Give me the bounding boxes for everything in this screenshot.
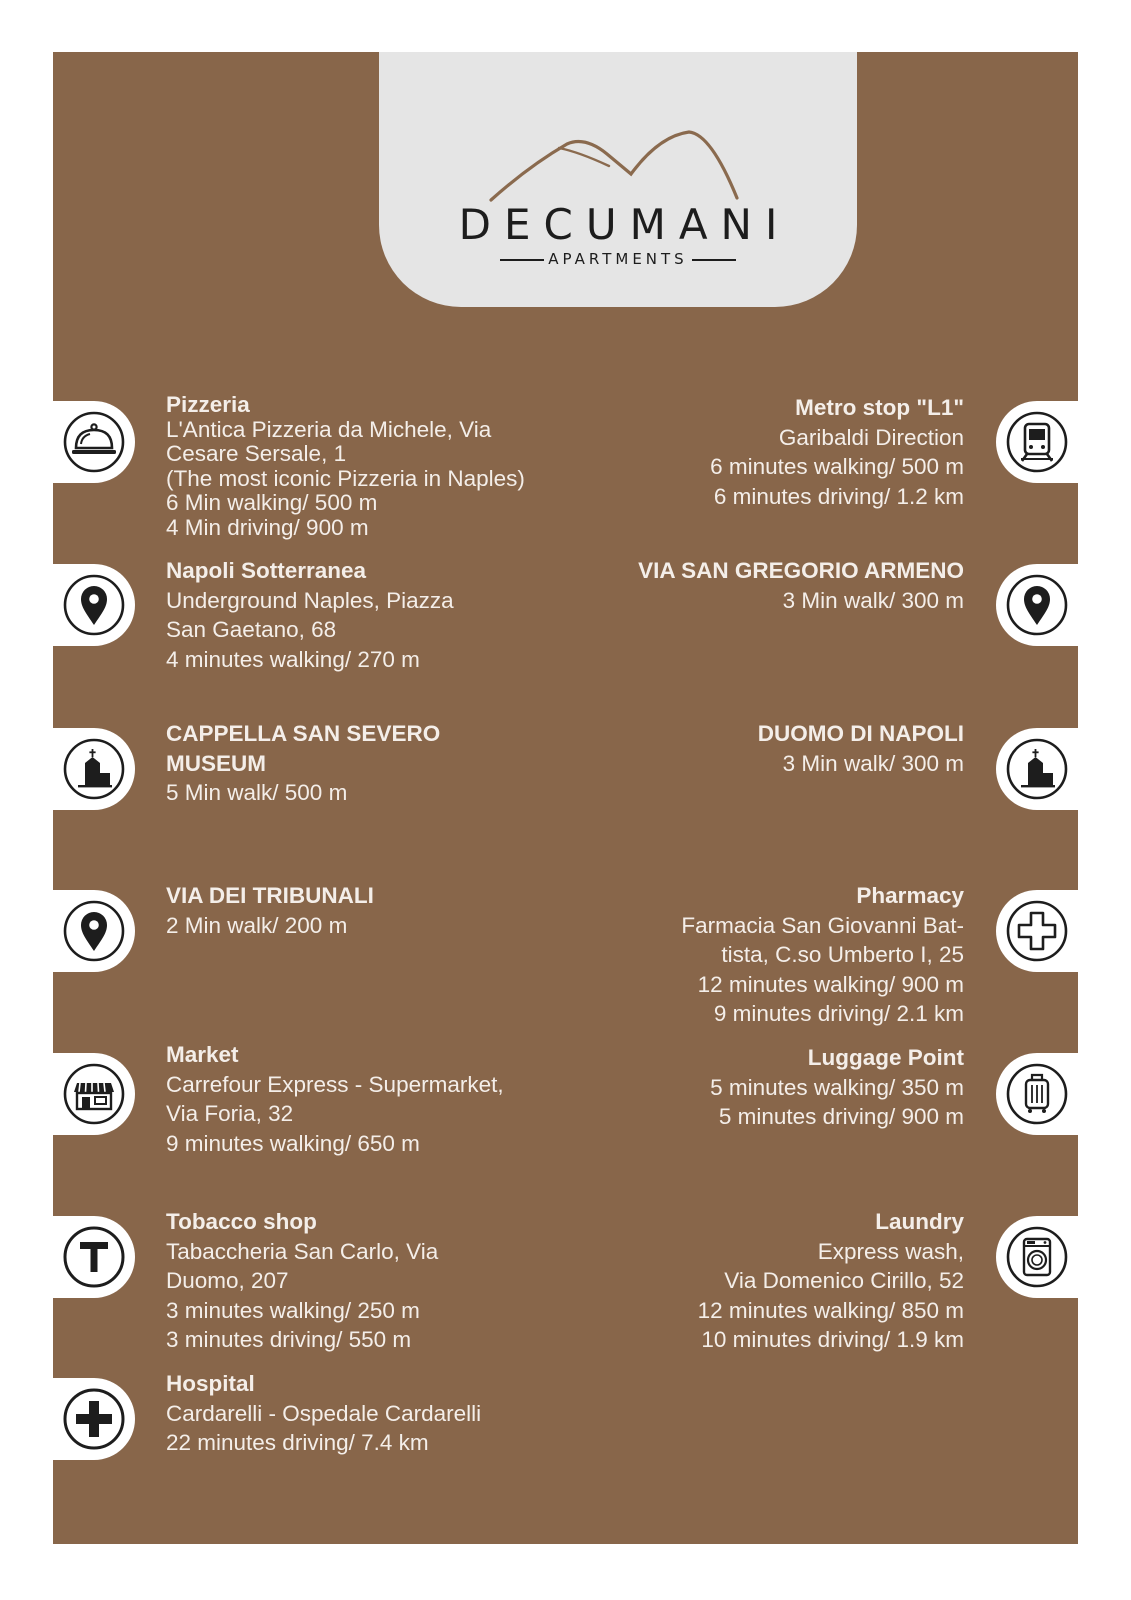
entry-title: VIA SAN GREGORIO ARMENO	[638, 558, 964, 583]
entry-line: 5 Min walk/ 500 m	[166, 780, 348, 805]
entry-metro-stop	[710, 393, 964, 511]
tab-metro-stop	[996, 401, 1078, 483]
cloche-icon	[62, 410, 126, 474]
tab-market	[53, 1053, 135, 1135]
tab-cappella-san-severo	[53, 728, 135, 810]
tobacco-t-icon	[62, 1225, 126, 1289]
entry-line: San Gaetano, 68	[166, 617, 337, 642]
entry-line: 3 Min walk/ 300 m	[782, 750, 964, 776]
brand-name: DECUMANI	[458, 200, 791, 249]
entry-line: tista, C.so Umberto I, 25	[721, 942, 964, 967]
entry-line: Express wash,	[817, 1238, 964, 1264]
entry-pharmacy	[681, 881, 964, 1029]
entry-title: CAPPELLA SAN SEVERO	[166, 721, 441, 746]
entry-title: VIA DEI TRIBUNALI	[166, 883, 374, 908]
entry-line: Underground Naples, Piazza	[166, 587, 454, 613]
entry-via-dei-tribunali	[166, 881, 374, 940]
entry-title: Hospital	[166, 1371, 255, 1396]
pharmacy-cross-icon	[1005, 899, 1069, 963]
entry-title: DUOMO DI NAPOLI	[757, 721, 964, 746]
metro-train-icon	[1005, 410, 1069, 474]
entry-title: Pizzeria	[166, 392, 250, 417]
map-pin-icon	[62, 573, 126, 637]
entry-title-line: MUSEUM	[166, 750, 266, 776]
entry-title: Luggage Point	[807, 1045, 964, 1070]
entry-line: 3 Min walk/ 300 m	[782, 587, 964, 613]
entry-napoli-sotterranea	[166, 556, 454, 674]
entry-line: (The most iconic Pizzeria in Naples)	[166, 465, 525, 491]
entry-title: Metro stop "L1"	[795, 395, 964, 420]
entry-line: Carrefour Express - Supermarket,	[166, 1071, 504, 1097]
entry-cappella-san-severo	[166, 719, 440, 808]
entry-line: Via Foria, 32	[166, 1101, 294, 1126]
entry-title: Market	[166, 1042, 239, 1067]
entry-luggage-point	[710, 1043, 964, 1132]
entry-tobacco-shop	[166, 1207, 438, 1355]
entry-line: 9 minutes walking/ 650 m	[166, 1130, 420, 1156]
entry-line: 22 minutes driving/ 7.4 km	[166, 1430, 429, 1455]
entry-line: 2 Min walk/ 200 m	[166, 912, 348, 938]
luggage-icon	[1005, 1062, 1069, 1126]
tab-via-san-gregorio-armeno	[996, 564, 1078, 646]
entry-via-san-gregorio-armeno	[638, 556, 964, 615]
entry-pizzeria	[166, 393, 525, 540]
church-icon	[1005, 737, 1069, 801]
tab-duomo-di-napoli	[996, 728, 1078, 810]
entry-line: 9 minutes driving/ 2.1 km	[713, 1001, 964, 1026]
brand-tagline	[379, 250, 857, 268]
brand-tagline-text: APARTMENTS	[548, 250, 688, 268]
tab-laundry	[996, 1216, 1078, 1298]
entry-line: Cesare Sersale, 1	[166, 441, 347, 466]
entry-laundry	[698, 1207, 964, 1355]
medical-cross-icon	[62, 1387, 126, 1451]
entry-line: 6 Min walking/ 500 m	[166, 490, 378, 515]
tab-luggage-point	[996, 1053, 1078, 1135]
entry-line: Farmacia San Giovanni Bat-	[681, 912, 964, 938]
washing-machine-icon	[1005, 1225, 1069, 1289]
entry-line: 5 minutes driving/ 900 m	[718, 1104, 964, 1129]
entry-market	[166, 1040, 504, 1158]
entry-line: L'Antica Pizzeria da Michele, Via	[166, 416, 492, 442]
entry-line: 3 minutes walking/ 250 m	[166, 1297, 420, 1323]
logo-box	[379, 52, 857, 307]
entry-line: Garibaldi Direction	[778, 424, 964, 450]
entry-line: 10 minutes driving/ 1.9 km	[701, 1327, 964, 1352]
entry-hospital	[166, 1369, 481, 1458]
church-icon	[62, 737, 126, 801]
entry-title: Laundry	[875, 1209, 964, 1234]
entry-line: Via Domenico Cirillo, 52	[724, 1268, 964, 1293]
entry-line: 6 minutes driving/ 1.2 km	[713, 483, 964, 509]
entry-line: Duomo, 207	[166, 1268, 289, 1293]
entry-duomo-di-napoli	[758, 719, 964, 778]
entry-title: Tobacco shop	[166, 1209, 317, 1234]
mountain-logo-icon	[489, 126, 739, 206]
tab-napoli-sotterranea	[53, 564, 135, 646]
entry-line: 12 minutes walking/ 850 m	[697, 1297, 964, 1323]
tab-pharmacy	[996, 890, 1078, 972]
entry-line: Cardarelli - Ospedale Cardarelli	[166, 1400, 482, 1426]
entry-line: 6 minutes walking/ 500 m	[710, 454, 964, 479]
map-pin-icon	[62, 899, 126, 963]
entry-line: Tabaccheria San Carlo, Via	[166, 1238, 439, 1264]
entry-line: 12 minutes walking/ 900 m	[697, 971, 964, 997]
tab-hospital	[53, 1378, 135, 1460]
tab-pizzeria	[53, 401, 135, 483]
entry-line: 5 minutes walking/ 350 m	[710, 1074, 964, 1100]
entry-line: 4 Min driving/ 900 m	[166, 514, 369, 540]
map-pin-icon	[1005, 573, 1069, 637]
tab-tobacco-shop	[53, 1216, 135, 1298]
tab-via-dei-tribunali	[53, 890, 135, 972]
entry-line: 3 minutes driving/ 550 m	[166, 1327, 412, 1352]
entry-line: 4 minutes walking/ 270 m	[166, 646, 420, 672]
entry-title: Pharmacy	[856, 883, 964, 908]
shop-icon	[62, 1062, 126, 1126]
entry-title: Napoli Sotterranea	[166, 558, 367, 583]
